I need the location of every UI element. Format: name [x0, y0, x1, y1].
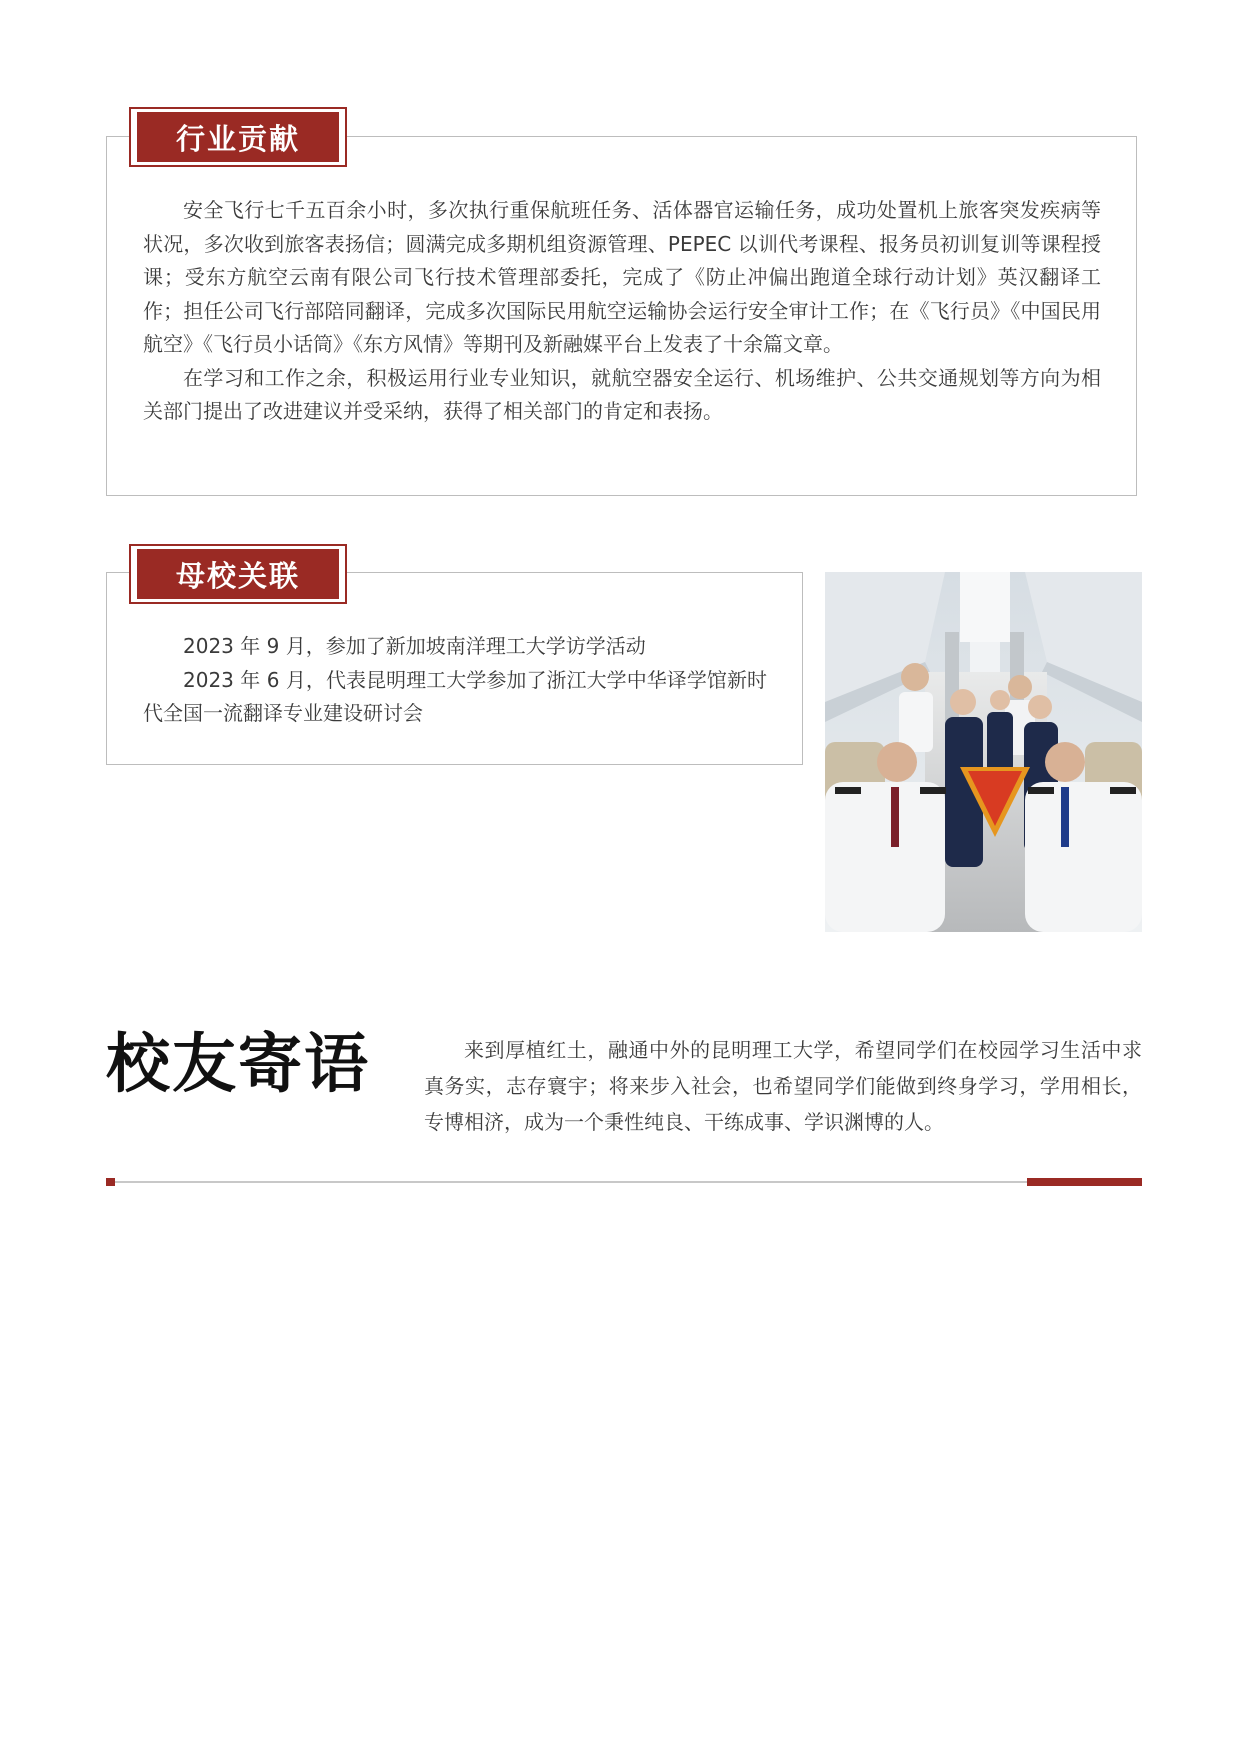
industry-contribution-title: 行业贡献 — [137, 112, 339, 162]
alumni-message-heading: 校友寄语 — [106, 1028, 370, 1102]
industry-contribution-tab — [129, 107, 347, 167]
industry-paragraph-1: 安全飞行七千五百余小时，多次执行重保航班任务、活体器官运输任务，成功处置机上旅客突发疾病等状况，多次收到旅客表扬信；圆满完成多期机组资源管理、PEPEC 以训代考课程、报务员初训复训等课程授课；受东方航空云南有限公司飞行技术管理部委托，完成了《防止冲偏出跑道全球行动计划》英汉翻译工作；担任公司飞行部陪同翻译，完成多次国际民用航空运输协会运行安全审计工作；在《飞行员》《中国民用航空》《飞行员小话筒》《东方风情》等期刊及新融媒平台上发表了十余篇文章。 — [143, 198, 1101, 356]
alma-mater-item-1: 2023 年 9 月，参加了新加坡南洋理工大学访学活动 — [183, 634, 646, 658]
divider-line — [115, 1181, 1142, 1183]
alumni-message-paragraph: 来到厚植红土，融通中外的昆明理工大学，希望同学们在校园学习生活中求真务实，志存寰宇；将来步入社会，也希望同学们能做到终身学习，学用相长，专博相济，成为一个秉性纯良、干练成事、学识渊博的人。 — [424, 1038, 1142, 1134]
industry-contribution-box — [106, 136, 1137, 496]
alma-mater-content — [143, 630, 767, 731]
industry-contribution-content — [143, 194, 1101, 429]
alma-mater-tab — [129, 544, 347, 604]
alma-mater-title: 母校关联 — [137, 549, 339, 599]
alma-mater-item-2: 2023 年 6 月，代表昆明理工大学参加了浙江大学中华译学馆新时代全国一流翻译专业建设研讨会 — [143, 667, 767, 725]
crew-group-photo — [825, 572, 1142, 932]
divider-right-bar — [1027, 1178, 1142, 1186]
industry-paragraph-2: 在学习和工作之余，积极运用行业专业知识，就航空器安全运行、机场维护、公共交通规划等方向为相关部门提出了改进建议并受采纳，获得了相关部门的肯定和表扬。 — [143, 365, 1101, 423]
divider-left-cap — [106, 1178, 115, 1186]
alumni-message-content — [424, 1032, 1142, 1140]
bottom-divider — [106, 1177, 1142, 1187]
